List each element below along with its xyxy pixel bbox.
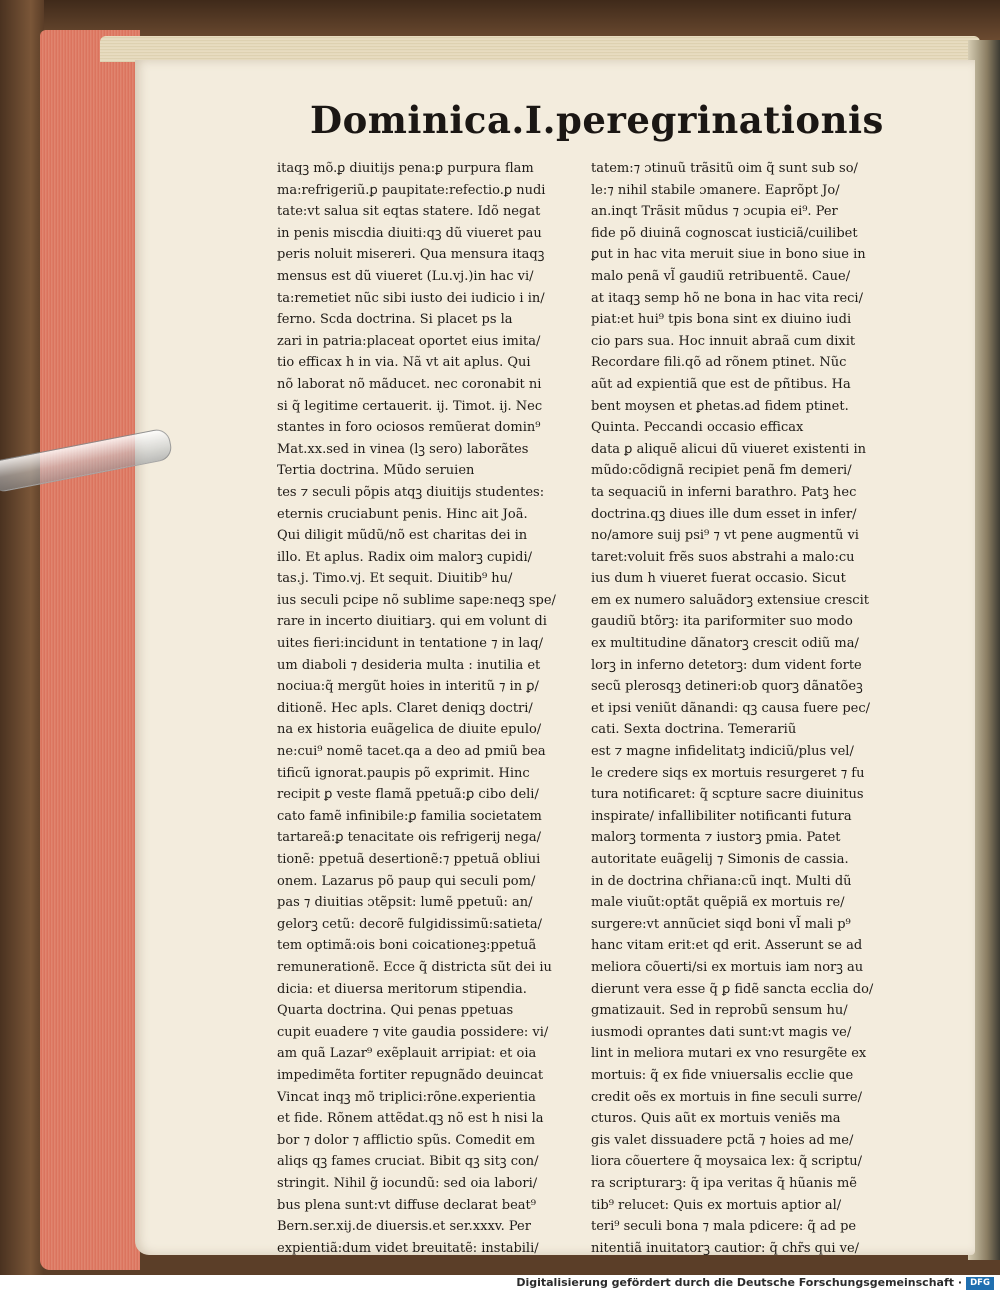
text-line: cupit euadere ⁊ vite gaudia possidere: vi/	[277, 1024, 549, 1040]
text-line: at itaqꝫ semp hõ ne bona in hac vita reci/	[591, 290, 863, 306]
text-line: ra scripturarꝫ: q̃ ipa veritas q̃ hũanis mẽ	[591, 1175, 857, 1191]
text-line: Mat.xx.sed in vinea (lꝫ sero) laborãtes	[277, 441, 529, 457]
text-line: cturos. Quis aũt ex mortuis veniẽs ma	[591, 1111, 841, 1127]
text-line: tificũ ignorat.paupis põ exprimit. Hinc	[277, 765, 530, 781]
text-line: expientiã:dum videt breuitatẽ: instabili/	[277, 1240, 539, 1256]
text-line: uites fieri:incidunt in tentatione ⁊ in laq/	[277, 636, 543, 652]
text-column-left	[277, 158, 587, 1259]
text-line: ne:cui⁹ nomẽ tacet.qa a deo ad pmiũ bea	[277, 744, 546, 760]
text-line: gelorꝫ cetũ: decorẽ fulgidissimũ:satieta/	[277, 916, 542, 932]
text-line: illo. Et aplus. Radix oim malorꝫ cupidi/	[277, 549, 532, 565]
text-line: ꝑut in hac vita meruit siue in bono siue in	[591, 247, 866, 263]
text-line: zari in patria:placeat oportet eius imita/	[277, 333, 541, 349]
text-line: taret:voluit frẽs suos abstrahi a malo:cu	[591, 549, 855, 565]
text-line: tionẽ: ppetuã desertionẽ:⁊ ppetuã obliui	[277, 852, 541, 867]
text-line: aliqs qꝫ fames cruciat. Bibit qꝫ sitꝫ con/	[277, 1154, 539, 1170]
text-line: bor ⁊ dolor ⁊ afflictio spũs. Comedit em	[277, 1132, 536, 1148]
text-line: liora cõuertere q̃ moysaica lex: q̃ scriptu/	[591, 1154, 863, 1170]
text-line: in de doctrina chr̃iana:cũ inqt. Multi dũ	[591, 873, 852, 889]
text-line: impedimẽta fortiter repugnãdo deuincat	[277, 1067, 544, 1083]
text-line: nociua:q̃ mergũt hoies in interitũ ⁊ in ꝑ/	[277, 679, 539, 695]
text-line: Quarta doctrina. Qui penas ppetuas	[277, 1003, 514, 1019]
text-line: cato famẽ infinibile:ꝑ familia societatem	[277, 808, 542, 824]
text-line: ferno. Scda doctrina. Si placet ps la	[277, 312, 513, 328]
text-line: tate:vt salua sit eqtas statere. Idõ negat	[277, 204, 541, 220]
text-line: tartareã:ꝑ tenacitate ois refrigerij nega/	[277, 830, 542, 846]
text-line: tura notificaret: q̃ scpture sacre diuinitus	[591, 787, 864, 803]
text-line: malorꝫ tormenta ⁊ iustorꝫ pmia. Patet	[591, 830, 841, 846]
text-line: em ex numero saluãdorꝫ extensiue crescit	[591, 592, 869, 608]
text-line: surgere:vt annũciet siqd boni vl̃ mali p⁹	[591, 916, 851, 932]
text-line: lorꝫ in inferno detetorꝫ: dum vident forte	[591, 657, 862, 673]
text-line: mortuis: q̃ ex fide vniuersalis ecclie que	[591, 1067, 854, 1083]
text-line: nitentiã inuitatorꝫ cautior: q̃ chr̃s qui ve/	[591, 1240, 860, 1256]
text-line: iusmodi oprantes dati sunt:vt magis ve/	[591, 1024, 852, 1040]
text-line: pas ⁊ diuitias ɔtẽpsit: lumẽ ppetuũ: an/	[277, 895, 533, 911]
text-line: est ⁊ magne infidelitatꝫ indiciũ/plus vel/	[591, 744, 854, 760]
text-line: mensus est dũ viueret (Lu.vj.)in hac vi/	[277, 268, 534, 284]
text-line: mũdo:cõdignã recipiet penã fm demeri/	[591, 463, 852, 479]
text-line: recipit ꝑ veste flamã ppetuã:ꝑ cibo deli/	[277, 787, 539, 803]
text-line: onem. Lazarus põ paup qui seculi pom/	[277, 873, 536, 889]
text-line: tio efficax h in via. Nã vt ait aplus. Qui	[277, 355, 531, 371]
text-line: Bern.ser.xij.de diuersis.et ser.xxxv. Per	[277, 1219, 531, 1235]
text-line: ta:remetiet nũc sibi iusto dei iudicio i in/	[277, 290, 545, 306]
text-line: meliora cõuerti/si ex mortuis iam norꝫ au	[591, 959, 864, 975]
text-line: an.inqt Trãsit mũdus ⁊ ɔcupia ei⁹. Per	[591, 204, 838, 220]
text-line: piat:et hui⁹ tpis bona sint ex diuino iudi	[591, 312, 852, 328]
text-line: remunerationẽ. Ecce q̃ districta sũt dei iu	[277, 959, 552, 975]
footer-bar	[0, 1275, 1000, 1292]
book-cover-left	[0, 0, 44, 1275]
text-line: tas.j. Timo.vj. Et sequit. Diuitib⁹ hu/	[277, 571, 513, 587]
text-line: hanc vitam erit:et qd erit. Asserunt se ad	[591, 938, 863, 954]
book-cover-top	[0, 0, 1000, 40]
text-line: male viuũt:optãt quẽpiã ex mortuis re/	[591, 895, 845, 911]
text-line: fide põ diuinã cognoscat iusticiã/cuilibet	[591, 225, 858, 241]
text-line: credit oẽs ex mortuis in fine seculi surre/	[591, 1089, 862, 1105]
text-line: gis valet dissuadere pctã ⁊ hoies ad me/	[591, 1132, 854, 1148]
text-line: itaqꝫ mõ.ꝑ diuitijs pena:ꝑ purpura flam	[277, 161, 534, 176]
text-line: cati. Sexta doctrina. Temerariũ	[591, 722, 797, 738]
text-line: na ex historia euãgelica de diuite epulo/	[277, 722, 542, 738]
text-line: tib⁹ relucet: Quis ex mortuis aptior al/	[591, 1197, 842, 1213]
text-line: no/amore suij psi⁹ ⁊ vt pene augmentũ vi	[591, 528, 859, 544]
footer-credit: Digitalisierung gefördert durch die Deutsche Forschungsgemeinschaft ·	[516, 1276, 962, 1289]
text-line: ta sequaciũ in inferni barathro. Patꝫ hec	[591, 484, 857, 500]
text-line: ma:refrigeriũ.ꝑ paupitate:refectio.ꝑ nudi	[277, 182, 546, 198]
text-line: bus plena sunt:vt diffuse declarat beat⁹	[277, 1197, 536, 1213]
text-line: eternis cruciabunt penis. Hinc ait Joã.	[277, 506, 528, 522]
text-line: Qui diligit mũdũ/nõ est charitas dei in	[277, 528, 528, 544]
text-line: tem optimã:ois boni coicationeꝫ:ppetuã	[277, 938, 537, 954]
text-line: lint in meliora mutari ex vno resurgẽte ex	[591, 1046, 867, 1062]
text-line: malo penã vl̃ gaudiũ retribuentẽ. Caue/	[591, 268, 851, 284]
page-heading: Dominica.I.peregrinationis	[310, 98, 884, 142]
page-edges-top	[100, 36, 980, 62]
dfg-logo: DFG	[966, 1277, 994, 1290]
text-line: stantes in foro ociosos remũerat domin⁹	[277, 420, 541, 436]
text-line: Recordare fili.qõ ad rõnem ptinet. Nũc	[591, 355, 847, 371]
text-line: autoritate euãgelij ⁊ Simonis de cassia.	[591, 852, 849, 867]
text-line: um diaboli ⁊ desideria multa : inutilia et	[277, 657, 541, 673]
text-line: Vincat inqꝫ mõ triplici:rõne.experientia	[277, 1089, 536, 1105]
text-line: si q̃ legitime certauerit. ij. Timot. ij. Nec	[277, 398, 543, 414]
page-edges-red	[40, 30, 140, 1270]
text-column-right	[591, 158, 901, 1259]
text-line: gmatizauit. Sed in reprobũ sensum hu/	[591, 1003, 848, 1019]
text-line: rare in incerto diuitiarꝫ. qui em volunt di	[277, 614, 547, 630]
text-line: am quã Lazar⁹ exẽplauit arripiat: et oia	[277, 1046, 537, 1062]
text-line: Tertia doctrina. Mũdo seruien	[277, 463, 475, 479]
text-line: data ꝑ aliquẽ alicui dũ viueret existenti in	[591, 441, 867, 457]
text-line: inspirate/ infallibiliter notificanti futura	[591, 808, 852, 824]
text-line: aũt ad expientiã que est de pñtibus. Ha	[591, 376, 851, 392]
text-line: tatem:⁊ ɔtinuũ trãsitũ oim q̃ sunt sub so/	[591, 161, 858, 176]
text-line: Quinta. Peccandi occasio efficax	[591, 420, 804, 436]
text-line: ius seculi pcipe nõ sublime sape:neqꝫ spe/	[277, 592, 556, 608]
text-line: ditionẽ. Hec apls. Claret deniqꝫ doctri/	[277, 700, 533, 716]
text-line: in penis miscdia diuiti:qꝫ dũ viueret pau	[277, 225, 542, 241]
text-line: secũ plerosqꝫ detineri:ob quorꝫ dãnatõeꝫ	[591, 679, 863, 695]
text-line: gaudiũ btõrꝫ: ita pariformiter suo modo	[591, 614, 853, 630]
text-line: et fide. Rõnem attẽdat.qꝫ nõ est h nisi la	[277, 1111, 544, 1127]
text-line: dierunt vera esse q̃ ꝑ fidẽ sancta ecclia do/	[591, 981, 874, 997]
text-line: ius dum h viueret fuerat occasio. Sicut	[591, 571, 846, 587]
text-line: dicia: et diuersa meritorum stipendia.	[277, 981, 527, 997]
text-line: cio pars sua. Hoc innuit abraã cum dixit	[591, 333, 856, 349]
text-line: stringit. Nihil g̃ iocundũ: sed oia labori/	[277, 1175, 538, 1191]
text-line: et ipsi veniũt dãnandi: qꝫ causa fuere pec/	[591, 700, 870, 716]
text-line: ex multitudine dãnatorꝫ crescit odiũ ma/	[591, 636, 859, 652]
text-line: bent moysen et ꝑhetas.ad fidem ptinet.	[591, 398, 849, 414]
text-line: le credere siqs ex mortuis resurgeret ⁊ fu	[591, 765, 865, 781]
text-line: nõ laborat nõ mãducet. nec coronabit ni	[277, 376, 542, 392]
text-line: teri⁹ seculi bona ⁊ mala pdicere: q̃ ad pe	[591, 1219, 857, 1235]
text-line: doctrina.qꝫ diues ille dum esset in infer/	[591, 506, 857, 522]
text-line: tes ⁊ seculi põpis atqꝫ diuitijs studentes:	[277, 484, 545, 500]
text-line: le:⁊ nihil stabile ɔmanere. Eaprõpt Jo/	[591, 182, 840, 198]
text-line: peris noluit misereri. Qua mensura itaqꝫ	[277, 247, 545, 263]
